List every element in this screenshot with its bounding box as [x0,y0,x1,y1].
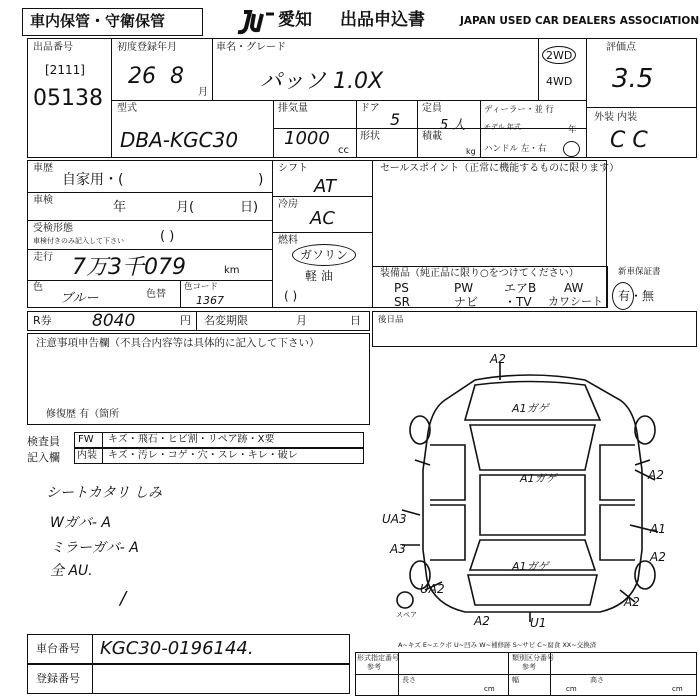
repair-history: 修復歴 有（箇所 [46,409,120,420]
mark-left-ua3: UA3 [382,512,407,526]
ju-logo-icon [236,8,278,36]
class-sub: 参考 [522,663,536,671]
warranty-yes-circle [612,282,634,310]
receipt-paren: ( ) [160,229,175,244]
mileage-value: 7万3千079 [72,255,186,280]
storage-label: 車内保管・守衛保管 [30,12,166,30]
doors-label: ドア [360,103,380,114]
lot-bracket: [2111] [45,63,85,77]
recycle-unit: 円 [180,314,191,327]
color-code-value: 1367 [196,294,224,307]
history-label: 車歴 [33,163,53,174]
reg-label: 登録番号 [36,672,80,685]
later-box [372,311,697,347]
int-ext-label: 外装 内装 [594,112,638,123]
color-code-label: 色コード [184,282,219,292]
displacement-value: 1000 [284,128,330,149]
warranty-value: 有・無 [618,289,655,303]
hand-note-5: / [120,588,127,609]
lot-number: 05138 [33,86,103,111]
mark-right-a2: A2 [648,468,664,482]
handle-label: ハンドル 左・右 [484,144,547,154]
model-year-unit: 年 [568,125,577,135]
model-label: 型式 [117,103,137,114]
fuel-label: 燃料 [278,235,298,246]
drive-2wd: 2WD [546,49,573,62]
car-outline [380,350,695,640]
displacement-label: 排気量 [278,103,308,114]
mark-right-a1: A1 [650,522,666,536]
inspector-fw-tag: FW [78,434,94,445]
warranty-label: 新車保証書 [618,267,661,277]
equip-aw: AW [564,281,584,295]
color-label: 色 [33,282,43,293]
hand-note-1: シートカタリ しみ [46,485,163,501]
spare-label: スペア [396,611,417,619]
width-unit: cm [566,685,577,693]
hand-note-4: 全 AU. [50,563,93,579]
mark-front-a2: A2 [490,352,506,366]
inspection-month: 月( [176,200,195,215]
width-label: 幅 [512,676,519,684]
height-unit: cm [672,685,683,693]
equipment-grid [376,281,606,308]
inspector-row-1-text: キズ・飛石・ヒビ割・リペア跡・X要 [108,434,275,445]
fuel-diesel: 軽 油 [305,269,333,283]
length-unit: cm [484,685,495,693]
inspector-label-1: 検査員 [27,435,60,448]
mark-right-lower-a2: A2 [650,550,666,564]
recycle-label: R券 [33,314,52,327]
capacity-label: 定員 [422,103,442,114]
class-label: 類別区分番号 [512,654,554,662]
history-close: ) [258,172,264,188]
hand-note-3: ミラーガバ- A [50,540,139,556]
notes-label: 注意事項申告欄（不具合内容等は具体的に記入して下さい） [36,337,320,349]
mark-left-a3: A3 [390,542,406,556]
association-name: JAPAN USED CAR DEALERS ASSOCIATION [460,15,700,27]
mark-left-ua2: UA2 [420,582,445,596]
chassis-label: 車台番号 [36,642,80,655]
history-value: 自家用・( [62,172,124,188]
registration-month: 8 [170,64,184,89]
chassis-value: KGC30-0196144. [100,638,254,659]
org-name: 愛知 [278,10,312,30]
equip-navi: ナビ [454,295,479,309]
name-change-month: 月 [296,314,307,327]
inspection-label: 車検 [33,195,53,206]
later-label: 後日品 [378,315,404,325]
inspector-interior-tag: 内装 [77,450,97,461]
equipment-label: 装備品（純正品に限り○をつけてください） [380,268,579,279]
weight-label: 積載 [422,131,442,142]
ac-label: 冷房 [278,199,298,210]
drive-4wd: 4WD [546,75,573,88]
displacement-unit: cc [338,145,349,156]
name-change-label: 名変期限 [204,314,248,327]
score-label: 評価点 [606,42,636,53]
mileage-label: 走行 [33,252,53,263]
recycle-row [27,311,370,331]
color-change-label: 色替 [146,289,166,300]
mark-rear-u1: U1 [530,616,547,630]
weight-unit: kg [466,147,476,156]
type-spec-label: 形式指定番号 [357,654,399,662]
mark-trunk: A1ガゲ [512,560,549,573]
inspector-row-2-text: キズ・汚レ・コゲ・穴・スレ・キレ・破レ [108,450,298,461]
registration-label: 初度登録年月 [117,42,177,53]
recycle-value: 8040 [92,311,136,331]
equip-leather: カワシート [548,295,603,308]
type-spec-sub: 参考 [367,663,381,671]
equip-pw: PW [454,281,474,295]
sales-label: セールスポイント（正常に機能するものに限ります） [380,163,620,174]
handle-right-circle [563,141,580,157]
inspector-label-2: 記入欄 [27,451,60,464]
registration-year: 26 [128,64,156,89]
registration-month-unit: 月 [198,87,208,98]
color-value: ブルー [60,291,99,306]
shift-label: シフト [278,163,308,174]
model-year-label: モデル 年式 [484,123,521,131]
name-change-day: 日 [350,314,361,327]
hand-note-2: Wガバ- A [50,515,111,531]
shape-label: 形状 [360,131,380,142]
inspection-day: 日) [240,200,259,215]
shift-value: AT [314,176,336,197]
length-label: 長さ [402,676,416,684]
equip-ps: PS [394,281,409,295]
equip-sr: SR [394,295,410,309]
fuel-paren: ( ) [284,289,298,303]
ju-logo [236,8,278,36]
inspection-year: 年 [113,200,127,215]
car-diagram [380,350,695,640]
score-value: 3.5 [612,64,654,94]
ac-value: AC [310,208,335,229]
mileage-unit: km [224,265,240,276]
mark-roof: A1ガゲ [520,472,557,485]
car-name-value: パッソ 1.0X [260,69,384,94]
mark-rear-right-a2: A2 [624,595,640,609]
equip-tv: ・TV [504,295,532,309]
int-ext-value: C C [610,128,648,153]
mark-rear-a2: A2 [474,614,490,628]
equip-airbag: エアB [504,281,537,295]
capacity-value: 5 人 [440,118,466,133]
car-name-label: 車名・グレード [216,42,286,53]
damage-legend: A~キズ E~エクボ U~凹み W~補修跡 S~サビ C~腐食 XX~交換済 [398,641,597,649]
model-value: DBA-KGC30 [120,128,239,152]
height-label: 高さ [590,676,604,684]
dealer-label: ディーラー・並 行 [484,105,555,115]
receipt-label: 受検形態 [33,223,73,234]
fuel-gas: ガソリン [300,248,349,262]
mark-hood: A1ガゲ [512,402,549,415]
doors-value: 5 [390,110,401,129]
lot-label: 出品番号 [33,42,73,53]
receipt-note: 車検付きのみ記入して下さい [33,237,124,245]
form-title: 出品申込書 [340,10,425,30]
